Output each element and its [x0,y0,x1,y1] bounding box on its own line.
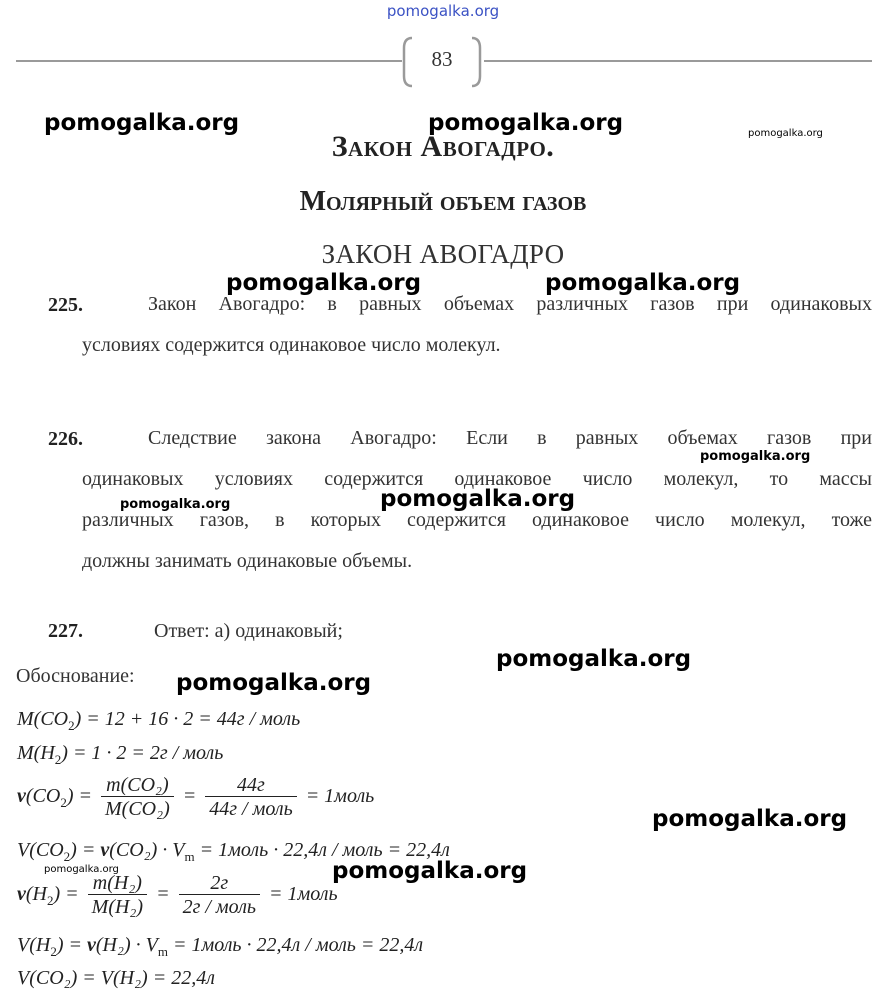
formula-volume-equality: V(CO₂) = V(H₂) = 22,4л [17,967,215,989]
fraction-h2-2: $\frac{2г}{\text{2г / моль}}$ [179,872,260,919]
header-rule-left [16,60,402,62]
watermark: pomogalka.org [44,110,240,136]
page-number: 83 [431,47,453,71]
formula-amount-co2: $\nu(CO_2)$ = $\frac{\text{m(CO₂)}}{\text{M(CO₂)}}$ = $\frac{44г}{\text{44г / моль}}$ = 1моль [17,774,375,820]
watermark: pomogalka.org [120,497,231,512]
problem-227-answer: Ответ: а) одинаковый; [154,620,343,642]
fraction-co2-1: $\frac{\text{m(CO₂)}}{\text{M(CO₂)}}$ [101,774,174,821]
problem-226-line-4: должны занимать одинаковые объемы. [82,550,413,572]
site-header-link[interactable]: pomogalka.org [386,2,500,20]
formula-volume-co2: $V(CO_2) = \nu(CO_2) \cdot V_m$ = 1моль · 22,4л / моль = 22,4л [17,839,450,864]
watermark: pomogalka.org [748,128,823,139]
watermark: pomogalka.org [380,486,576,512]
watermark: pomogalka.org [428,110,624,136]
problem-number-226: 226. [48,428,83,450]
header-rule-right [484,60,872,62]
problem-225-text [82,284,872,366]
watermark: pomogalka.org [545,270,741,296]
formula-volume-h2: $V(H_2) = \nu(H_2) \cdot V_m$ = 1моль · 22,4л / моль = 22,4л [17,934,424,959]
watermark: pomogalka.org [44,864,119,875]
formula-amount-h2: $\nu(H_2)$ = $\frac{\text{m(H₂)}}{\text{M(H₂)}}$ = $\frac{2г}{\text{2г / моль}}$ = 1моль [17,872,338,918]
problem-225-line-1: Закон Авогадро: в равных объемах различных газов при одинаковых [148,293,872,315]
watermark: pomogalka.org [332,858,528,884]
chapter-subtitle: Молярный объем газов [299,186,587,217]
formula-molar-mass-co2: $M(CO_2) = 12 + 16 \cdot 2 = 44г$ / моль [17,708,301,733]
watermark: pomogalka.org [652,806,848,832]
watermark: pomogalka.org [176,670,372,696]
problem-226-line-2: одинаковых условиях содержится одинаковое число молекул, то массы [82,468,872,490]
problem-number-227: 227. [48,620,83,642]
problem-number-225: 225. [48,294,83,316]
chapter-title: Закон Авогадро. [331,130,555,163]
watermark: pomogalka.org [700,449,811,464]
page-number-frame [402,36,482,88]
formula-molar-mass-h2: $M(H_2) = 1 \cdot 2 = 2г$ / моль [17,742,224,767]
problem-225-line-2: условиях содержится одинаковое число молекул. [82,334,501,356]
problem-226-line-3: различных газов, в которых содержится одинаковое число молекул, тоже [82,509,872,531]
fraction-h2-1: $\frac{\text{m(H₂)}}{\text{M(H₂)}}$ [88,872,147,919]
fraction-co2-2: $\frac{44г}{\text{44г / моль}}$ [205,774,296,821]
problem-226-line-1: Следствие закона Авогадро: Если в равных объемах газов при [148,427,872,449]
watermark: pomogalka.org [226,270,422,296]
watermark: pomogalka.org [496,646,692,672]
section-heading: ЗАКОН АВОГАДРО [321,239,565,269]
justification-label: Обоснование: [16,665,135,687]
